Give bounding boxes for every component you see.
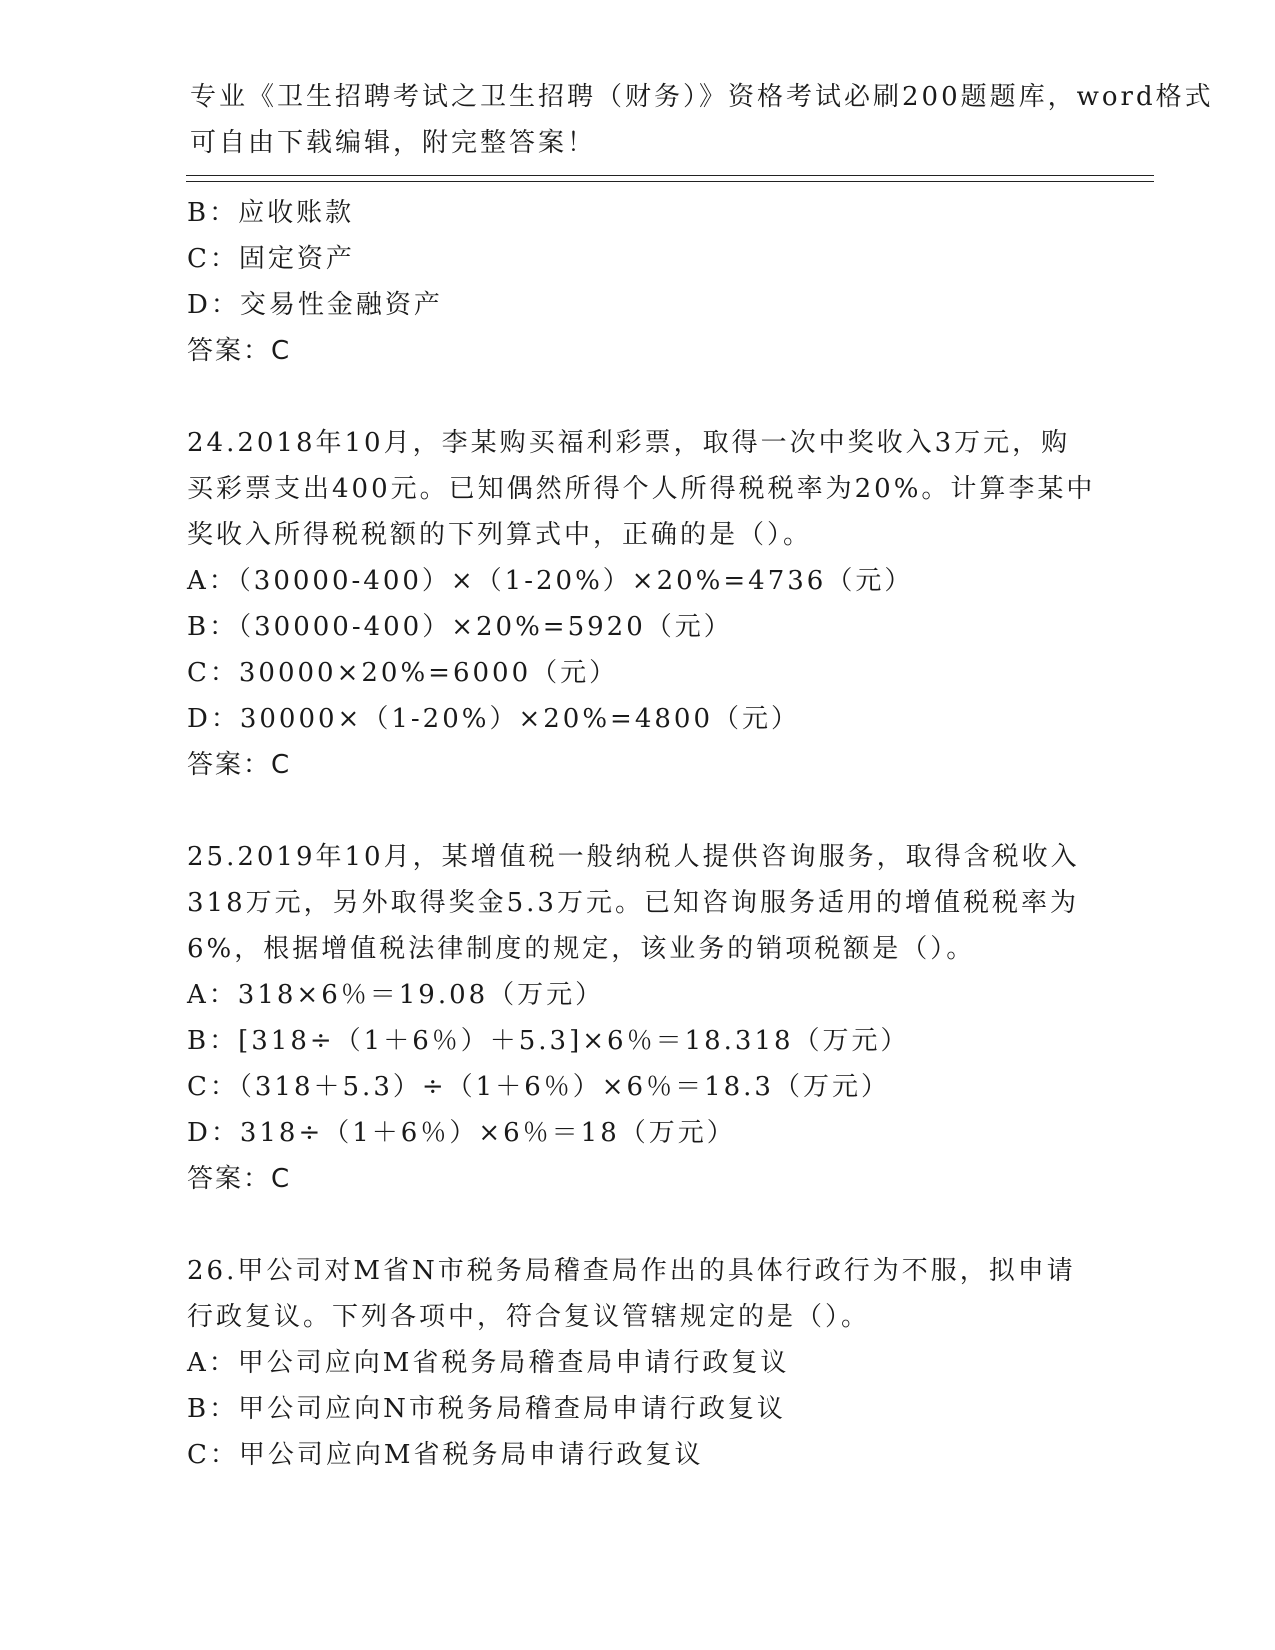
spacer bbox=[187, 788, 1147, 834]
question-stem-line: 24.2018年10月，李某购买福利彩票，取得一次中奖收入3万元，购 bbox=[187, 428, 1071, 458]
option-c: C：（318＋5.3）÷（1＋6％）×6％＝18.3（万元） bbox=[187, 1072, 890, 1102]
answer-line: 答案：C bbox=[187, 336, 292, 366]
option-c: C：30000×20%=6000（元） bbox=[187, 658, 619, 688]
option-b: B：（30000-400）×20%=5920（元） bbox=[187, 612, 733, 642]
header-divider-bottom bbox=[186, 181, 1154, 182]
question-26 bbox=[187, 1248, 1147, 1478]
option-b: B：[318÷（1＋6％）＋5.3]×6％＝18.318（万元） bbox=[187, 1026, 910, 1056]
header-line-2: 可自由下载编辑，附完整答案！ bbox=[190, 128, 597, 158]
question-stem-line: 6%，根据增值税法律制度的规定，该业务的销项税额是（）。 bbox=[187, 934, 976, 964]
header-line-1: 专业《卫生招聘考试之卫生招聘（财务）》资格考试必刷200题题库，word格式 bbox=[190, 82, 1214, 112]
option-c: C：固定资产 bbox=[187, 244, 355, 274]
spacer bbox=[187, 1202, 1147, 1248]
option-d: D：交易性金融资产 bbox=[187, 290, 443, 320]
spacer bbox=[187, 374, 1147, 420]
option-b: B：甲公司应向N市税务局稽查局申请行政复议 bbox=[187, 1394, 786, 1424]
question-stem-line: 318万元，另外取得奖金5.3万元。已知咨询服务适用的增值税税率为 bbox=[187, 888, 1079, 918]
question-stem-line: 26.甲公司对M省N市税务局稽查局作出的具体行政行为不服，拟申请 bbox=[187, 1256, 1076, 1286]
option-d: D：318÷（1＋6％）×6％＝18（万元） bbox=[187, 1118, 736, 1148]
option-d: D：30000×（1-20%）×20%=4800（元） bbox=[187, 704, 800, 734]
option-a: A：（30000-400）×（1-20%）×20%=4736（元） bbox=[187, 566, 914, 596]
answer-line: 答案：C bbox=[187, 750, 292, 780]
question-stem-line: 行政复议。下列各项中，符合复议管辖规定的是（）。 bbox=[187, 1302, 871, 1332]
option-b: B：应收账款 bbox=[187, 198, 355, 228]
question-24 bbox=[187, 420, 1147, 788]
header-divider-top bbox=[186, 175, 1154, 176]
question-stem-line: 25.2019年10月，某增值税一般纳税人提供咨询服务，取得含税收入 bbox=[187, 842, 1080, 872]
question-stem-line: 买彩票支出400元。已知偶然所得个人所得税税率为20%。计算李某中 bbox=[187, 474, 1096, 504]
question-25 bbox=[187, 834, 1147, 1202]
question-stem-line: 奖收入所得税税额的下列算式中，正确的是（）。 bbox=[187, 520, 813, 550]
document-body bbox=[187, 190, 1147, 1478]
answer-line: 答案：C bbox=[187, 1164, 292, 1194]
page-header bbox=[190, 74, 1214, 166]
question-23-continued bbox=[187, 190, 1147, 374]
option-c: C：甲公司应向M省税务局申请行政复议 bbox=[187, 1440, 704, 1470]
option-a: A：甲公司应向M省税务局稽查局申请行政复议 bbox=[187, 1348, 790, 1378]
option-a: A：318×6％＝19.08（万元） bbox=[187, 980, 605, 1010]
